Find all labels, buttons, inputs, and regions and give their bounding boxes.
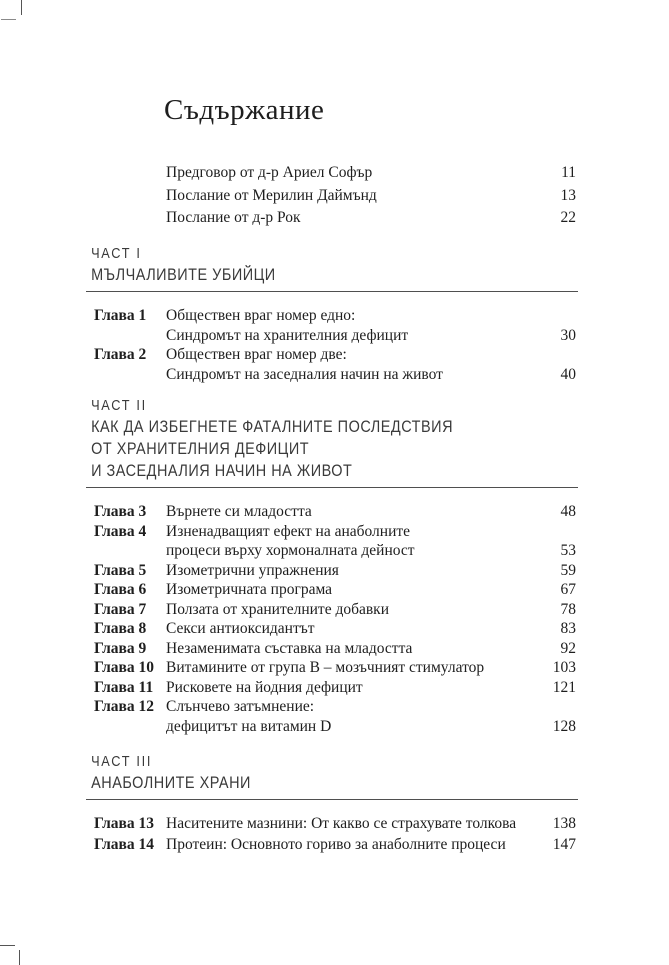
chapter-label: Глава 14	[94, 835, 155, 853]
chapter-label: Глава 6	[94, 581, 147, 598]
front-matter-page-number: 22	[560, 209, 576, 227]
chapter-page-number: 121	[552, 678, 576, 696]
chapter-row	[86, 658, 578, 678]
chapter-row	[86, 306, 578, 345]
chapter-row	[86, 697, 578, 736]
chapter-title	[166, 306, 542, 345]
chapter-title-line: процеси върху хормоналната дейност	[166, 542, 415, 559]
front-matter-list	[166, 162, 578, 230]
chapter-title-line: Синдромът на заседналия начин на живот	[166, 365, 443, 383]
front-matter-label: Послание от Мерилин Даймънд	[166, 186, 377, 204]
chapter-label: Глава 4	[94, 522, 147, 540]
chapter-row	[86, 561, 578, 581]
front-matter-label: Послание от д-р Рок	[166, 209, 301, 227]
chapter-list	[86, 306, 578, 384]
part-label: ЧАСТ II	[91, 397, 147, 414]
part-label: ЧАСТ I	[91, 245, 142, 262]
chapter-label: Глава 13	[94, 815, 155, 832]
chapter-row	[86, 600, 578, 620]
part-section-2	[86, 395, 578, 736]
chapter-title-line: Изометрични упражнения	[166, 561, 339, 579]
chapter-row	[86, 580, 578, 600]
chapter-row	[86, 502, 578, 522]
chapter-title-line: Обществен враг номер едно:	[166, 307, 356, 324]
chapter-title-line: Слънчево затъмнение:	[166, 698, 315, 715]
chapter-title-line: Витамините от група В – мозъчният стимулатор	[166, 659, 485, 676]
part-header	[86, 243, 578, 292]
chapter-page-number: 103	[552, 659, 576, 676]
crop-mark-top-left-horizontal-icon	[1, 19, 16, 20]
chapter-page-number: 67	[560, 581, 576, 598]
chapter-title	[166, 814, 542, 835]
chapter-title-line: Обществен враг номер две:	[166, 346, 347, 363]
chapter-label: Глава 9	[94, 639, 147, 657]
front-matter-row	[166, 162, 578, 185]
chapter-title	[166, 522, 542, 561]
part-title-line: АНАБОЛНИТЕ ХРАНИ	[91, 773, 251, 792]
chapter-title	[166, 619, 542, 639]
chapter-page-number: 138	[552, 815, 576, 832]
chapter-page-number: 48	[560, 503, 576, 520]
chapter-title-line: дефицитът на витамин D	[166, 717, 332, 735]
chapter-label: Глава 11	[94, 678, 154, 696]
part-title	[86, 264, 578, 286]
chapter-title	[166, 502, 542, 522]
chapter-title-line: Синдромът на хранителния дефицит	[166, 326, 409, 344]
chapter-title	[166, 561, 542, 581]
chapter-row	[86, 639, 578, 659]
page-title: Съдържание	[164, 94, 325, 126]
part-title-line: КАК ДА ИЗБЕГНЕТЕ ФАТАЛНИТЕ ПОСЛЕДСТВИЯ	[91, 417, 454, 436]
chapter-title	[166, 639, 542, 659]
chapter-label: Глава 7	[94, 600, 147, 618]
chapter-title-line: Изометричната програма	[166, 581, 333, 598]
part-title	[86, 772, 578, 794]
chapter-title-line: Незаменимата съставка на младостта	[166, 639, 413, 657]
part-section-1	[86, 243, 578, 384]
chapter-label: Глава 12	[94, 698, 155, 715]
part-title	[86, 416, 578, 482]
chapter-label: Глава 10	[94, 659, 155, 676]
crop-mark-bottom-left-horizontal-icon	[0, 945, 15, 946]
chapter-page-number: 53	[560, 542, 576, 559]
front-matter-row	[166, 185, 578, 208]
chapter-title-line: Изненадващият ефект на анаболните	[166, 522, 411, 540]
chapter-row	[86, 345, 578, 384]
front-matter-label: Предговор от д-р Ариел Софър	[166, 164, 373, 181]
chapter-label: Глава 8	[94, 620, 147, 637]
chapter-row	[86, 619, 578, 639]
front-matter-row	[166, 207, 578, 230]
part-title-line: ОТ ХРАНИТЕЛНИЯ ДЕФИЦИТ	[91, 439, 310, 458]
chapter-page-number: 40	[560, 365, 576, 383]
chapter-title	[166, 697, 542, 736]
chapter-title-line: Протеин: Основното гориво за анаболните процеси	[166, 835, 506, 853]
chapter-title-line: Ползата от хранителните добавки	[166, 600, 390, 618]
chapter-page-number: 83	[560, 620, 576, 637]
chapter-page-number: 30	[560, 326, 576, 344]
chapter-title-line: Върнете си младостта	[166, 503, 312, 520]
chapter-title-line: Секси антиоксидантът	[166, 620, 315, 637]
chapter-list	[86, 814, 578, 855]
chapter-title	[166, 600, 542, 620]
part-title-line: МЪЛЧАЛИВИТЕ УБИЙЦИ	[91, 265, 276, 284]
chapter-label: Глава 3	[94, 503, 147, 520]
crop-mark-top-left-vertical-icon	[21, 0, 22, 15]
part-section-3	[86, 751, 578, 855]
part-header	[86, 395, 578, 488]
front-matter-page-number: 11	[561, 164, 576, 181]
chapter-label: Глава 2	[94, 346, 147, 363]
part-title-line: И ЗАСЕДНАЛИЯ НАЧИН НА ЖИВОТ	[91, 461, 353, 480]
chapter-page-number: 78	[560, 600, 576, 618]
front-matter-page-number: 13	[560, 186, 576, 204]
part-header	[86, 751, 578, 800]
part-label: ЧАСТ III	[91, 753, 153, 770]
chapter-page-number: 92	[560, 639, 576, 657]
chapter-row	[86, 814, 578, 835]
crop-mark-bottom-left-vertical-icon	[19, 950, 20, 965]
chapter-label: Глава 5	[94, 561, 147, 579]
chapter-title	[166, 345, 542, 384]
chapter-title	[166, 678, 542, 698]
chapter-row	[86, 835, 578, 856]
chapter-page-number: 147	[552, 835, 576, 853]
chapter-row	[86, 678, 578, 698]
chapter-title-line: Наситените мазнини: От какво се страхувате толкова	[166, 815, 517, 832]
chapter-title	[166, 658, 542, 678]
chapter-page-number: 128	[552, 717, 576, 735]
chapter-title-line: Рисковете на йодния дефицит	[166, 678, 363, 696]
chapter-row	[86, 522, 578, 561]
chapter-title	[166, 580, 542, 600]
chapter-list	[86, 502, 578, 736]
chapter-label: Глава 1	[94, 307, 147, 324]
chapter-title	[166, 835, 542, 856]
chapter-page-number: 59	[560, 561, 576, 579]
